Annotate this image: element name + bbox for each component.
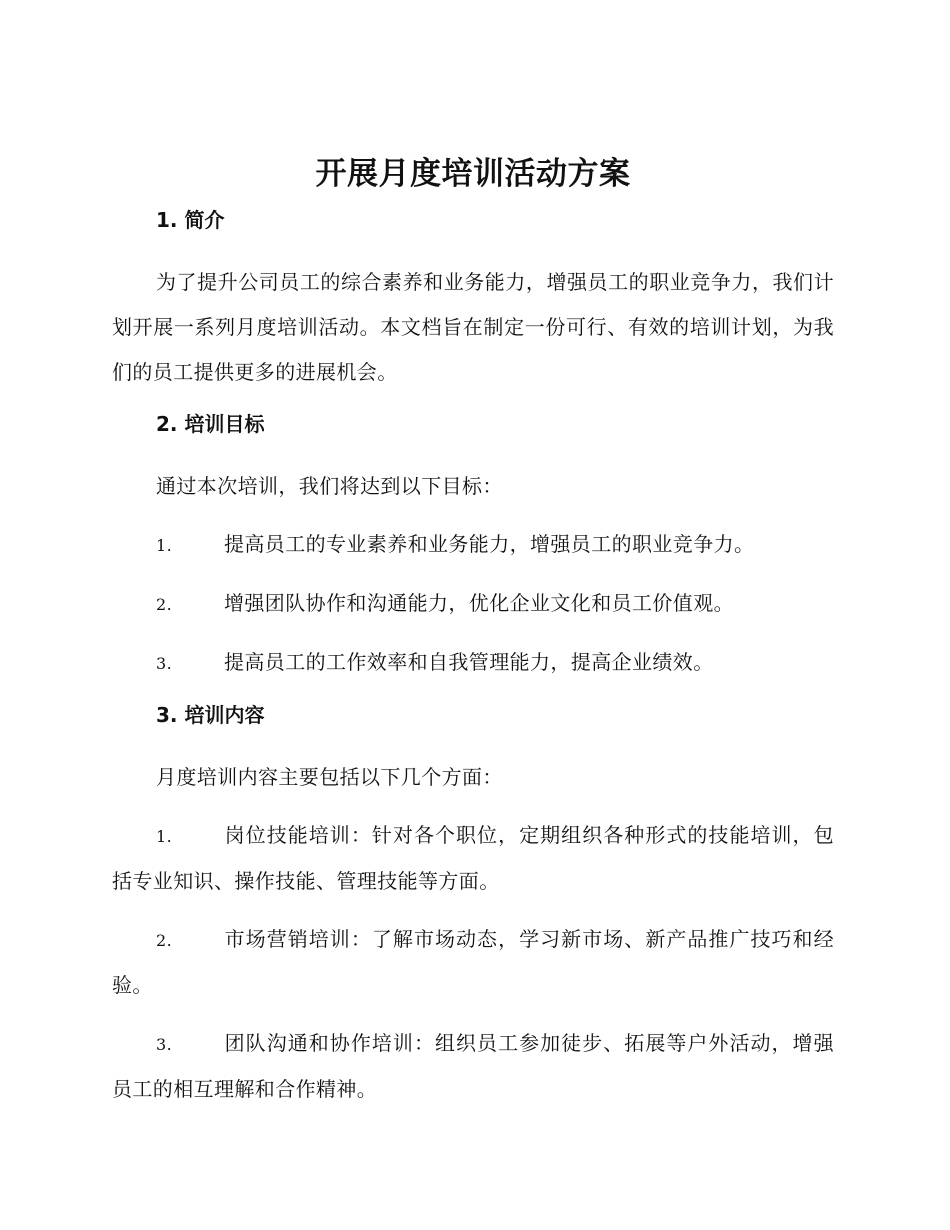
section-training-content (112, 699, 834, 1112)
list-item-text: 团队沟通和协作培训：组织员工参加徒步、拓展等户外活动，增强员工的相互理解和合作精神。 (112, 1031, 834, 1101)
section-introduction (112, 204, 834, 395)
content-list (112, 813, 834, 1112)
list-item-number: 2. (156, 595, 173, 614)
list-item (112, 581, 834, 627)
section-heading: 1. 简介 (156, 208, 225, 232)
list-item-number: 1. (156, 827, 173, 846)
section-intro-text: 月度培训内容主要包括以下几个方面： (156, 765, 503, 789)
section-training-goals (112, 408, 834, 686)
section-heading: 3. 培训内容 (156, 703, 265, 727)
list-item-text: 市场营销培训：了解市场动态，学习新市场、新产品推广技巧和经验。 (112, 927, 834, 997)
goals-list (112, 522, 834, 686)
list-item-number: 1. (156, 536, 173, 555)
list-item (112, 917, 834, 1008)
list-item-text: 提高员工的工作效率和自我管理能力，提高企业绩效。 (224, 650, 714, 674)
list-item-number: 3. (156, 1035, 173, 1054)
section-heading: 2. 培训目标 (156, 412, 265, 436)
list-item (112, 640, 834, 686)
list-item-text: 岗位技能培训：针对各个职位，定期组织各种形式的技能培训，包括专业知识、操作技能、管理技能等方面。 (112, 823, 834, 893)
list-item (112, 1021, 834, 1112)
list-item (112, 522, 834, 568)
section-intro-text: 通过本次培训，我们将达到以下目标： (156, 474, 503, 498)
document-title: 开展月度培训活动方案 (315, 156, 631, 192)
list-item-text: 提高员工的专业素养和业务能力，增强员工的职业竞争力。 (224, 532, 755, 556)
list-item-number: 2. (156, 931, 173, 950)
document-page (112, 150, 834, 1125)
list-item-text: 增强团队协作和沟通能力，优化企业文化和员工价值观。 (224, 591, 734, 615)
list-item (112, 813, 834, 904)
list-item-number: 3. (156, 654, 173, 673)
intro-paragraph: 为了提升公司员工的综合素养和业务能力，增强员工的职业竞争力，我们计划开展一系列月度培训活动。本文档旨在制定一份可行、有效的培训计划，为我们的员工提供更多的进展机会。 (112, 270, 834, 384)
